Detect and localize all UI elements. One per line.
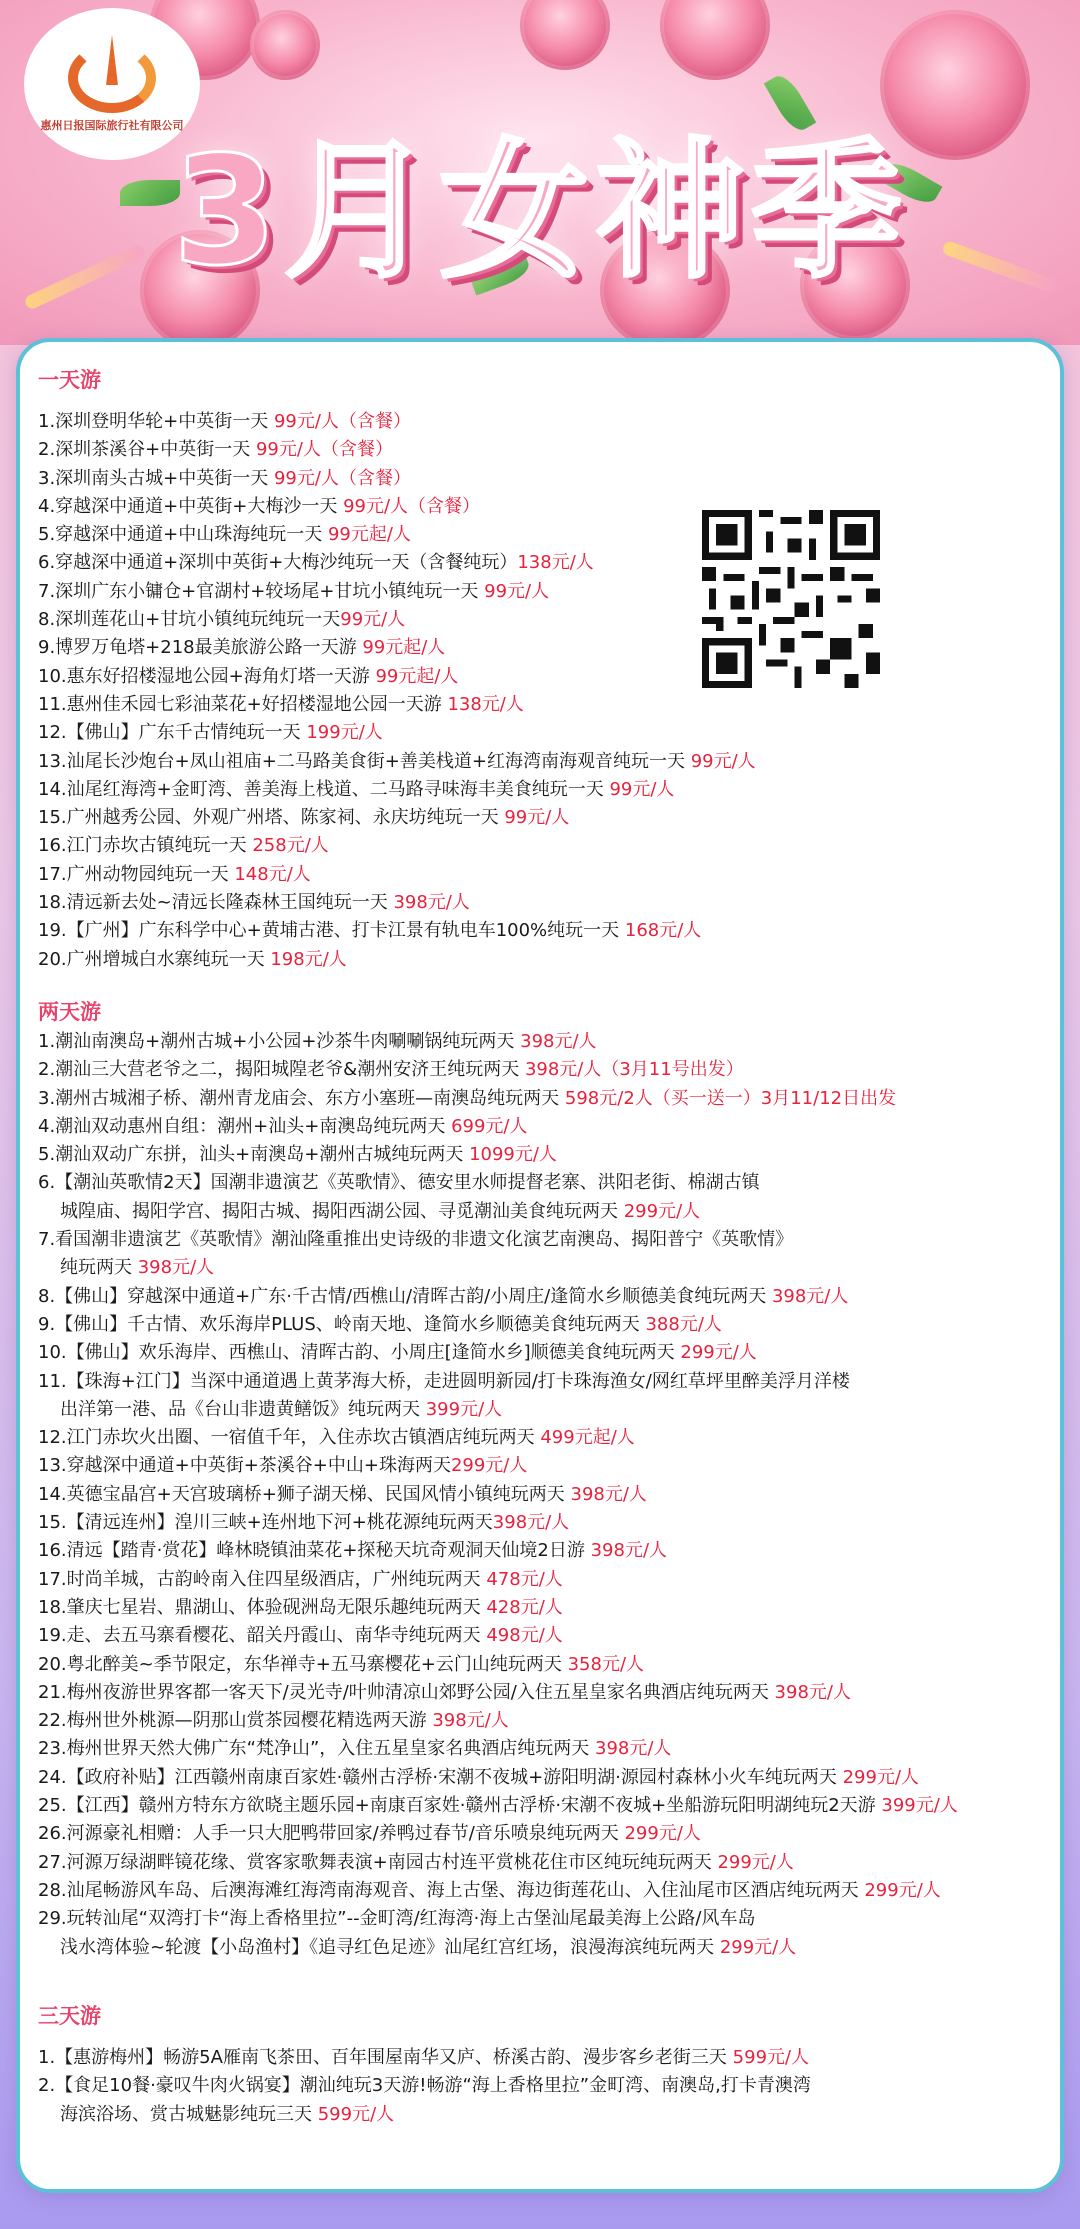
item-price: 99元/人（含餐） xyxy=(273,411,411,432)
item-price: 388元/人 xyxy=(645,1313,722,1335)
item-price: 398元/人 xyxy=(393,892,470,914)
list-item xyxy=(38,1707,958,1735)
item-text: 7.深圳广东小镛仓+官湖村+较场尾+甘坑小镇纯玩一天 xyxy=(38,580,485,602)
list-item xyxy=(38,1764,958,1792)
item-text: 25.【江西】赣州方特东方欲晓主题乐园+南康百家姓·赣州古浮桥·宋潮不夜城+坐船游玩阳明湖纯玩2天游 xyxy=(38,1795,882,1817)
item-text: 11.【珠海+江门】当深中通道遇上黄茅海大桥，走进圆明新园/打卡珠海渔女/网红草坪里醉美浮月洋楼 xyxy=(38,1370,850,1392)
list-item xyxy=(38,2072,811,2129)
item-text: 8.【佛山】穿越深中通道+广东·千古情/西樵山/清晖古韵/小周庄/逢简水乡顺德美食纯玩两天 xyxy=(38,1285,772,1307)
list-item xyxy=(38,1028,958,1056)
item-text: 10.惠东好招楼湿地公园+海角灯塔一天游 xyxy=(38,665,376,687)
item-text: 2.【食足10餐·豪叹牛肉火锅宴】潮汕纯玩3天游!畅游“海上香格里拉”金町湾、南澳岛,打卡青澳湾 xyxy=(38,2075,811,2097)
item-price: 498元/人 xyxy=(486,1625,563,1647)
item-price: 399元/人 xyxy=(425,1398,503,1420)
page-title: 3月女神季 xyxy=(172,125,908,299)
item-text: 28.汕尾畅游风车岛、后澳海滩红海湾南海观音、海上古堡、海边街莲花山、入住汕尾市区酒店纯玩两天 xyxy=(38,1879,865,1901)
list-item xyxy=(38,1283,958,1311)
item-price: 398元/人 xyxy=(432,1710,509,1732)
list-item xyxy=(38,493,756,521)
item-text-continued: 纯玩两天 xyxy=(60,1257,138,1279)
item-price: 299元/人 xyxy=(717,1851,794,1873)
list-item xyxy=(38,1424,958,1452)
item-text: 15.【清远连州】湟川三峡+连州地下河+桃花源纯玩两天 xyxy=(38,1512,493,1534)
item-text: 2.潮汕三大营老爷之二，揭阳城隍老爷&潮州安济王纯玩两天 xyxy=(38,1059,525,1081)
list-item xyxy=(38,2044,811,2072)
item-text: 9.博罗万龟塔+218最美旅游公路一天游 xyxy=(38,637,363,659)
list-item xyxy=(38,1113,958,1141)
item-price: 699元/人 xyxy=(451,1115,528,1137)
item-text: 14.英德宝晶宫+天宫玻璃桥+狮子湖天梯、民国风情小镇纯玩两天 xyxy=(38,1483,571,1505)
item-text: 26.河源豪礼相赠：人手一只大肥鸭带回家/养鸭过春节/音乐喷泉纯玩两天 xyxy=(38,1823,625,1845)
rose-decoration xyxy=(660,0,770,80)
qr-code-icon[interactable] xyxy=(702,510,880,688)
item-text: 7.看国潮非遗演艺《英歌情》潮汕隆重推出史诗级的非遗文化演艺南澳岛、揭阳普宁《英歌情》 xyxy=(38,1229,794,1251)
list-item xyxy=(38,1481,958,1509)
item-price: 428元/人 xyxy=(486,1596,563,1618)
section-title-one-day: 一天游 xyxy=(38,368,101,392)
list-item xyxy=(38,663,756,691)
list-item xyxy=(38,1905,958,1962)
list-item xyxy=(38,776,756,804)
item-price: 299元/人 xyxy=(864,1879,941,1901)
item-price: 99元起/人 xyxy=(327,524,411,546)
three-day-list xyxy=(38,2044,811,2129)
item-text: 29.玩转汕尾“双湾打卡“海上香格里拉”--金町湾/红海湾·海上古堡汕尾最美海上公路/风车岛 xyxy=(38,1908,756,1930)
list-item xyxy=(38,946,756,974)
list-item xyxy=(38,1311,958,1339)
item-text: 6.穿越深中通道+深圳中英街+大梅沙纯玩一天（含餐纯玩） xyxy=(38,552,518,574)
item-price: 299元/人 xyxy=(719,1936,797,1958)
item-text: 18.肇庆七星岩、鼎湖山、体验砚洲岛无限乐趣纯玩两天 xyxy=(38,1596,487,1618)
item-price: 198元/人 xyxy=(270,948,347,970)
list-item xyxy=(38,1566,958,1594)
item-text-continued: 浅水湾体验~轮渡【小岛渔村】《追寻红色足迹》汕尾红宫红场，浪漫海滨纯玩两天 xyxy=(60,1936,720,1958)
item-text: 11.惠州佳禾园七彩油菜花+好招楼湿地公园一天游 xyxy=(38,693,448,715)
item-text: 13.汕尾长沙炮台+凤山祖庙+二马路美食街+善美栈道+红海湾南海观音纯玩一天 xyxy=(38,750,691,772)
item-text-continued: 海滨浴场、赏古城魅影纯玩三天 xyxy=(60,2103,318,2125)
list-item xyxy=(38,1368,958,1425)
item-price: 199元/人 xyxy=(306,722,383,744)
item-text: 19.走、去五马寨看樱花、韶关丹霞山、南华寺纯玩两天 xyxy=(38,1625,487,1647)
item-price: 99元/人 xyxy=(690,750,756,772)
item-price: 99元起/人 xyxy=(375,665,459,687)
item-text: 16.江门赤坎古镇纯玩一天 xyxy=(38,835,253,857)
item-price: 99元/人（含餐） xyxy=(255,439,393,461)
item-text: 15.广州越秀公园、外观广州塔、陈家祠、永庆坊纯玩一天 xyxy=(38,807,505,829)
list-item xyxy=(38,521,756,549)
list-item xyxy=(38,917,756,945)
itinerary-card xyxy=(16,338,1064,2193)
list-item xyxy=(38,804,756,832)
item-price: 598元/2人（买一送一）3月11/12日出发 xyxy=(564,1087,897,1109)
item-price: 398元/人 xyxy=(137,1257,215,1279)
item-text: 8.深圳莲花山+甘坑小镇纯玩纯玩一天 xyxy=(38,609,341,631)
item-text: 12.【佛山】广东千古情纯玩一天 xyxy=(38,722,307,744)
list-item xyxy=(38,1056,958,1084)
list-item xyxy=(38,1877,958,1905)
item-text: 5.穿越深中通道+中山珠海纯玩一天 xyxy=(38,524,328,546)
list-item xyxy=(38,1622,958,1650)
list-item xyxy=(38,549,756,577)
item-text: 6.【潮汕英歌情2天】国潮非遗演艺《英歌情》、德安里水师提督老寨、洪阳老街、棉湖古镇 xyxy=(38,1172,760,1194)
item-price: 499元起/人 xyxy=(540,1427,635,1449)
item-text: 24.【政府补贴】江西赣州南康百家姓·赣州古浮桥·宋潮不夜城+游阳明湖·源园村森林小火车纯玩两天 xyxy=(38,1766,843,1788)
list-item xyxy=(38,719,756,747)
item-text: 12.江门赤坎火出圈、一宿值千年，入住赤坎古镇酒店纯玩两天 xyxy=(38,1427,541,1449)
list-item xyxy=(38,408,756,436)
list-item xyxy=(38,832,756,860)
list-item xyxy=(38,1849,958,1877)
rose-decoration xyxy=(250,10,320,80)
item-price: 99元/人 xyxy=(340,609,406,631)
list-item xyxy=(38,1679,958,1707)
item-price: 299元/人 xyxy=(842,1766,920,1788)
item-text: 20.广州增城白水寨纯玩一天 xyxy=(38,948,271,970)
list-item xyxy=(38,861,756,889)
item-text: 9.【佛山】千古情、欢乐海岸PLUS、岭南天地、逢简水乡顺德美食纯玩两天 xyxy=(38,1313,646,1335)
item-text-continued: 出洋第一港、品《台山非遗黄鳝饭》纯玩两天 xyxy=(60,1398,426,1420)
item-price: 398元/人（3月11号出发） xyxy=(524,1059,744,1081)
item-text: 4.穿越深中通道+中英街+大梅沙一天 xyxy=(38,495,344,517)
header-banner xyxy=(0,0,1080,345)
item-price: 599元/人 xyxy=(317,2103,395,2125)
item-price: 148元/人 xyxy=(234,863,311,885)
item-text: 14.汕尾红海湾+金町湾、善美海上栈道、二马路寻味海丰美食纯玩一天 xyxy=(38,778,610,800)
list-item xyxy=(38,1509,958,1537)
agency-name: 惠州日报国际旅行社有限公司 xyxy=(40,119,184,132)
list-item xyxy=(38,889,756,917)
list-item xyxy=(38,1339,958,1367)
list-item xyxy=(38,691,756,719)
item-price: 138元/人 xyxy=(447,693,524,715)
item-price: 299元/人 xyxy=(450,1455,528,1477)
item-text-continued: 城隍庙、揭阳学宫、揭阳古城、揭阳西湖公园、寻觅潮汕美食纯玩两天 xyxy=(60,1200,624,1222)
item-text: 21.梅州夜游世界客都一客天下/灵光寺/叶帅清凉山郊野公园/入住五星皇家名典酒店纯玩两天 xyxy=(38,1681,775,1703)
item-price: 599元/人 xyxy=(732,2047,810,2068)
item-text: 2.深圳茶溪谷+中英街一天 xyxy=(38,439,256,461)
two-day-list xyxy=(38,1028,958,1962)
item-price: 299元/人 xyxy=(680,1342,757,1364)
item-price: 398元/人 xyxy=(492,1512,570,1534)
item-price: 168元/人 xyxy=(624,920,702,942)
item-price: 398元/人 xyxy=(570,1483,647,1505)
item-price: 1099元/人 xyxy=(469,1144,557,1166)
item-price: 399元/人 xyxy=(881,1795,958,1817)
list-item xyxy=(38,1226,958,1283)
item-price: 258元/人 xyxy=(252,835,329,857)
item-price: 99元/人（含餐） xyxy=(343,495,481,517)
item-text: 17.广州动物园纯玩一天 xyxy=(38,863,235,885)
list-item xyxy=(38,465,756,493)
item-text: 5.潮汕双动广东拼，汕头+南澳岛+潮州古城纯玩两天 xyxy=(38,1144,470,1166)
list-item xyxy=(38,1594,958,1622)
item-price: 299元/人 xyxy=(623,1200,701,1222)
item-price: 99元/人 xyxy=(609,778,675,800)
list-item xyxy=(38,1651,958,1679)
list-item xyxy=(38,634,756,662)
item-price: 138元/人 xyxy=(517,552,594,574)
item-price: 299元/人 xyxy=(624,1823,701,1845)
list-item xyxy=(38,1452,958,1480)
list-item xyxy=(38,1537,958,1565)
item-price: 478元/人 xyxy=(486,1568,563,1590)
item-price: 358元/人 xyxy=(567,1653,645,1675)
list-item xyxy=(38,1792,958,1820)
section-title-two-day: 两天游 xyxy=(38,1000,101,1024)
item-price: 398元/人 xyxy=(520,1031,597,1052)
item-text: 1.深圳登明华轮+中英街一天 xyxy=(38,411,274,432)
item-price: 99元起/人 xyxy=(362,637,446,659)
item-price: 398元/人 xyxy=(595,1738,672,1760)
item-text: 16.清远【踏青·赏花】峰林晓镇油菜花+探秘天坑奇观洞天仙境2日游 xyxy=(38,1540,591,1562)
item-price: 398元/人 xyxy=(590,1540,668,1562)
item-text: 20.粤北醉美~季节限定，东华禅寺+五马寨樱花+云门山纯玩两天 xyxy=(38,1653,568,1675)
item-text: 1.潮汕南澳岛+潮州古城+小公园+沙茶牛肉唰唰锅纯玩两天 xyxy=(38,1031,521,1052)
item-text: 13.穿越深中通道+中英街+茶溪谷+中山+珠海两天 xyxy=(38,1455,451,1477)
list-item xyxy=(38,1141,958,1169)
list-item xyxy=(38,1735,958,1763)
list-item xyxy=(38,1169,958,1226)
list-item xyxy=(38,748,756,776)
item-text: 3.潮州古城湘子桥、潮州青龙庙会、东方小塞班—南澳岛纯玩两天 xyxy=(38,1087,565,1109)
section-title-three-day: 三天游 xyxy=(38,2004,101,2028)
item-text: 1.【惠游梅州】畅游5A雁南飞茶田、百年围屋南华又庐、桥溪古韵、漫步客乡老街三天 xyxy=(38,2047,733,2068)
item-text: 27.河源万绿湖畔镜花缘、赏客家歌舞表演+南园古村连平赏桃花住市区纯玩纯玩两天 xyxy=(38,1851,718,1873)
list-item xyxy=(38,606,756,634)
item-price: 398元/人 xyxy=(771,1285,849,1307)
item-text: 4.潮汕双动惠州自组：潮州+汕头+南澳岛纯玩两天 xyxy=(38,1115,452,1137)
item-price: 99元/人（含餐） xyxy=(273,467,411,489)
list-item xyxy=(38,1820,958,1848)
item-price: 99元/人 xyxy=(504,807,570,829)
item-text: 23.梅州世界天然大佛广东“梵净山”，入住五星皇家名典酒店纯玩两天 xyxy=(38,1738,595,1760)
list-item xyxy=(38,436,756,464)
item-price: 99元/人 xyxy=(484,580,550,602)
item-text: 17.时尚羊城，古韵岭南入住四星级酒店，广州纯玩两天 xyxy=(38,1568,487,1590)
list-item xyxy=(38,578,756,606)
one-day-list xyxy=(38,408,756,974)
item-text: 3.深圳南头古城+中英街一天 xyxy=(38,467,274,489)
item-text: 22.梅州世外桃源—阴那山赏茶园樱花精选两天游 xyxy=(38,1710,433,1732)
list-item xyxy=(38,1085,958,1113)
item-text: 10.【佛山】欢乐海岸、西樵山、清晖古韵、小周庄[逢简水乡]顺德美食纯玩两天 xyxy=(38,1342,681,1364)
item-text: 18.清远新去处~清远长隆森林王国纯玩一天 xyxy=(38,892,394,914)
rose-decoration xyxy=(520,0,610,70)
item-price: 398元/人 xyxy=(774,1681,851,1703)
item-text: 19.【广州】广东科学中心+黄埔古港、打卡江景有轨电车100%纯玩一天 xyxy=(38,920,625,942)
